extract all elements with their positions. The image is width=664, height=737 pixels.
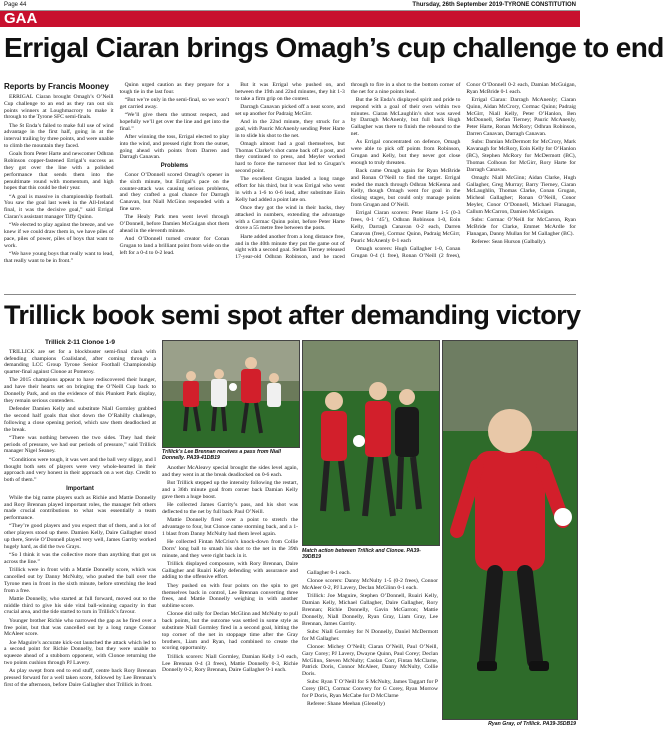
issue-date: Thursday, 26th September 2019-TYRONE CONSTITUTION xyxy=(412,2,576,8)
paragraph: But it was Errigal who pushed on, and between the 19th and 22nd minutes, they hit 1-3 to take a firm grip on the contest. xyxy=(235,82,345,102)
section-banner xyxy=(0,11,580,27)
paragraph: He collected James Garrity’s pass, and his shot was deflected to the net by full back Paul O’Neill. xyxy=(162,501,298,515)
paragraph: After winning the toss, Errigal elected to play into the wind, and pressed right from the outset, going ahead with points from Darren and Darragh Canavan. xyxy=(119,134,230,161)
paragraph: Clonoe scorers: Danny McNulty 1-5 (0-2 frees), Connor McAleer 0-2, PJ Lavery, Declan McGlinn 0-1 each. xyxy=(302,578,438,592)
paragraph: “We elected to play against the breeze, and we knew if we could draw them in, we have piles of pace, piles of power, piles of boys that want to work. xyxy=(4,222,114,249)
paragraph: “So I think it was the collective more than anything that got us across the line.” xyxy=(4,552,156,565)
story2-right-paragraphs xyxy=(302,570,438,708)
page-header xyxy=(0,0,580,11)
paragraph: Quinn urged caution as they prepare for a tough tie in the last four. xyxy=(119,82,230,95)
paragraph: Trillick: Joe Maguire, Stephen O’Donnell, Ruairi Kelly, Damian Kelly, Michael Gallagher, Daire Gallagher, Rory Brennan; Richie Donnelly, Gavin McGarron; Mattie Donnelly, Niall Donnelly, Ryan Gray, Liam Gray, Lee Brennan, James Garrity. xyxy=(302,593,438,627)
paragraph: The excellent Grugan landed a long range effort for his third, but it was Errigal who went in with a 1-6 to 0-6 lead, after substitute Eoin Kelly had added a point late on. xyxy=(235,176,345,203)
photo3-caption: Ryan Gray, of Trillick. PA39-35DB19 xyxy=(488,721,576,727)
paragraph: Errigal Ciaran scorers: Peter Harte 1-5 (0-3 frees, 0-1 ‘45’), Odhran Robinson 1-0, Eoin Kelly, Darragh Canavan 0-2 each, Darren Canavan (free), Cormac Quinn, Padraig McGirr, Pauric McAnenly 0-1 each xyxy=(350,210,461,244)
photo-match-action xyxy=(302,340,440,546)
paragraph: Harte added another from a long distance free, and in the 40th minute they put the game out of sight with a second goal. Stefan Tierney released 17-year-old Odhran Robinson, and he raced through to fire in a shot to the bottom corner of the net for a nine points lead. xyxy=(235,82,461,261)
story1-headline: Errigal Ciaran brings Omagh’s cup challenge to end xyxy=(4,32,664,63)
paragraph: The 2015 champions appear to have rediscovered their hunger, and have their hearts set on bringing the O’Neill Cup back to Donnelly Park, and on the evidence of this Plunkett Park display, they remain serious contenders. xyxy=(4,377,156,404)
paragraph: Mattie Donnelly fired over a point to stretch the advantage to four, but Clonoe came storming back, and a 1-1 blast from Danny McNulty had them level again. xyxy=(162,517,298,537)
paragraph: And O’Donnell turned creator for Conan Grugan to land a brilliant point from wide on the left for a 0-4 to 0-2 lead. xyxy=(119,236,230,256)
page-number: Page 44 xyxy=(4,2,27,8)
story2-right-text xyxy=(302,570,438,735)
paragraph: “We’ll give them the utmost respect, and hopefully we’ll get over the line and get into the final.” xyxy=(119,112,230,132)
paragraph: Goals from Peter Harte and newcomer Odhran Robinson copper-fastened Errigal’s success as they got over the line with a polished performance that sends them into the penultimate round with momentum, and high hopes that this could be their year. xyxy=(4,151,114,192)
paragraph: As Errigal concentrated on defence, Omagh were able to pick off points from Robinson, Grugan and Kelly, but they never got close enough to truly threaten. xyxy=(350,139,461,166)
paragraph: As play swept from end to end stuff, centre back Rory Brennan pressed forward for a well taken score, followed by Lee Brennan’s first of the afternoon, before Daire Gallagher shot Trillick in front. xyxy=(4,668,156,688)
paragraph: “We have young boys that really want to lead, that really want to be in front.” xyxy=(4,251,114,264)
subhead: Problems xyxy=(160,163,189,170)
subhead: Important xyxy=(66,485,94,492)
ryan-gray-image xyxy=(443,341,577,719)
paragraph: The St Enda’s failed to make full use of wind advantage in the first half, going in at the interval trailing by three points, and were unable to climb the mountain they faced. xyxy=(4,122,114,150)
photo-ryan-gray xyxy=(442,340,578,720)
paragraph: “They’re good players and you expect that of them, and a lot of other players stood up there. Damien Kelly, Daire Gallagher stood up there, Stevie O’Donnell played very well, James Garrity worked hugely hard, as did the two Grays. xyxy=(4,523,156,550)
paragraph: Joe Maguire’s accurate kick-out launched the attack which led to a second point for Richie Donnelly, but they were unable to squeeze ahead of a stubborn opponent, with Clonoe returning the two points cushion through PJ Lavery. xyxy=(4,639,156,667)
paragraph: Omagh: Niall McGinn; Aidan Clarke, Hugh Gallagher, Greg Murray; Barry Tierney, Ciaran McLaughlin, Thomas Clarke, Conan Grugan, Micheal Gallagher; Ronan O’Neill, Conor Meyler, Conor O’Donnell, Michael Flanagan, Callum McCarron, Damien McGuigan. xyxy=(466,174,576,215)
paragraph: The Healy Park men went level through O’Donnell, before Damien McGuigan shot them ahead in the eleventh minute. xyxy=(119,214,230,234)
story1-paragraphs xyxy=(4,82,576,265)
paragraph: Once they got the wind in their backs, they attacked in numbers, extending the advantage with a Cormac Quinn point, before Peter Harte drove a 55 metre free between the posts. xyxy=(235,205,345,232)
story2-middle-column xyxy=(162,465,298,735)
paragraph: Darragh Canavan picked off a neat score, and set up another for Padraig McGirr. xyxy=(235,103,345,117)
story2-middle-paragraphs xyxy=(162,465,298,674)
photo1-caption: Trillick’s Lee Brennan receives a pass from Niall Donnelly. PA39-41DB19 xyxy=(162,449,281,462)
paragraph: Omagh almost had a goal themselves, but Thomas Clarke’s shot came back off a post, and they continued to press, and Meyler worked hard to force the turnover that led to Grugan’s second point. xyxy=(235,140,345,175)
paragraph: While the big name players such as Richie and Mattie Donnelly and Rory Brennan played important roles, the manager felt others made crucial contributions to what was essentially a team performance. xyxy=(4,494,156,522)
match-result: Trillick 2-11 Clonoe 1-9 xyxy=(44,339,116,346)
paragraph: Subs: Cormac O’Neill for McCarron, Ryan McBride for Clarke, Emmet McArdle for Flanagan, Danny Mullan for M Gallagher (BC). xyxy=(466,217,576,237)
section-label: GAA xyxy=(4,10,38,27)
paragraph: He collected Fintan McCrisn’s knock-down from Collie Dorrs’ long ball to smash his shot to the net in the 39th minute, and they were right back in it. xyxy=(162,538,298,559)
paragraph: Referee: Sean Hurson (Galbally). xyxy=(471,239,547,246)
paragraph: And in the 22nd minute, they struck for a goal, with Pauric McAnenly sending Peter Harte in to slide his shot to the net. xyxy=(235,118,345,139)
match-action-image xyxy=(303,341,439,545)
story1-byline: Reports by Francis Mooney xyxy=(4,82,109,91)
photo-lee-brennan xyxy=(162,340,300,448)
paragraph: Trillick were in front with a Mattie Donnelly score, which was cancelled out by Danny McNulty, who pushed the ball over the Tyrone men in front in the sixth minute, before stretching the lead from a free. xyxy=(4,567,156,594)
paragraph: Subs: Damian McDermott for McCrory, Mark Kavanagh for McRory, Eoin Kelly for O’Hanlon (BC), Stephen McRory for McDermott (BC), Thomas Colhoun for McGirr, Rory Harte for Darragh Canavan. xyxy=(466,139,576,173)
paragraph: “But we’re only in the semi-final, so we won’t get carried away. xyxy=(119,97,230,110)
paragraph: Back came Omagh again for Ryan McBride and Ronan O’Neill to find the target. Errigal ended the match through Odhran McKenna and Kelly, though Omagh went for goal in the closing stages, but could only manage points from Grugan and O’Neill. xyxy=(350,168,461,209)
paragraph: Gallagher 0-1 each. xyxy=(307,570,351,576)
paragraph: Subs: Ryan T O’Neill for S McNulty, James Taggart for P Corey (BC), Cormac Convery for G Corey, Ryan Morrow for P Doris, Ryan McCabe for D McClarne xyxy=(302,679,438,700)
paragraph: Mattie Donnelly, who started at full forward, moved out to the middle third to give his side vital ball-winning capacity in that crucial area, and the tide started to turn in Trillick’s favour. xyxy=(4,595,156,616)
story2-left-paragraphs xyxy=(4,349,156,689)
story2-left-column xyxy=(4,340,156,732)
section-divider xyxy=(4,294,576,295)
paragraph: Omagh scorers: Hugh Gallagher 1-0, Conan Grugan 0-4 (1 free), Ronan O’Neill (2 frees), Conor O’Donnell 0-2 each, Damian McGuigan, Ryan McBride 0-1 each. xyxy=(350,82,576,259)
paragraph: Conor O’Donnell scored Omagh’s opener in the sixth minute, but Errigal’s pace on the counter-attack was causing serious problems, and they crafted a goal chance for Darragh Canavan, but Niall McGinn responded with a fine save. xyxy=(119,172,230,213)
paragraph: Defender Damien Kelly and substitute Niall Gormley grabbed the second half goals that shot down the O’Rahilly challenge, following a close opening period, which saw them deadlocked at the break. xyxy=(4,406,156,433)
paragraph: “Conditions were tough, it was wet and the ball very slippy, and I thought both sets of players were very whole-hearted in their approach and very honest in their approach on a wet day. Credit to both of them.” xyxy=(4,456,156,484)
paragraph: Subs: Niall Gormley for N Donnelly, Daniel McDermott for M Gallagher. xyxy=(302,628,438,642)
football-action-image xyxy=(163,341,299,447)
paragraph: Errigal Ciaran: Darragh McAnenly; Ciaran Quinn, Aidan McCrory, Cormac Quinn; Padraig McGirr, Niall Kelly, Peter O’Hanlon, Ben McDonnell, Stefan Tierney; Pauric McAnenly, Peter Harte, Ronan McRory; Odhran Robinson, Darren Canavan, Darragh Canavan. xyxy=(466,97,576,138)
paragraph: ERRIGAL Ciaran brought Omagh’s O’Neill Cup challenge to an end as they ran out six points winners at Loughmacrory to make it through to the Tyrone SFC semi-finals. xyxy=(4,94,114,121)
paragraph: Clonoe: Michey O’Neill; Ciaran O’Neill, Paul O’Neill, Gary Corey; PJ Lavery, Dwayne Quinn, Paul Corey; Declan McGlinn, Steven McNulty; Caolan Corr, Fintan McClarne, Patrick Doris, Connor McAleer, Danny McNulty, Collie Doris. xyxy=(302,643,438,678)
photo2-caption: Match action between Trillick and Clonoe. PA39-39DB19 xyxy=(302,548,421,561)
paragraph: But Trillick stepped up the intensity following the restart, and a 36th minute goal from corner back Damian Kelly gave them a huge boost. xyxy=(162,480,298,500)
paragraph: Trillick scorers: Niall Gormley, Damian Kelly 1-0 each, Lee Brennan 0-4 (3 frees), Mattie Donnelly 0-3, Richie Donnelly 0-2, Rory Brennan, Daire Gallagher 0-1 each. xyxy=(162,653,298,674)
paragraph: “A goal is massive in championship football. You saw the goal last week in the All-Ireland final, it was the decisive goal,” said Errigal Ciaran’s assistant manager Tiffy Quinn. xyxy=(4,193,114,221)
paragraph: TRILLICK are set for a blockbuster semi-final clash with defending champions Coalisland, after coming through a demanding LCC Group Tyrone Senior Football Championship quarter-final against Clonoe at Pomeroy. xyxy=(4,348,156,376)
paragraph: Referee: Shane Meehan (Glenelly) xyxy=(307,701,385,708)
paragraph: They pushed on with four points on the spin to get themselves back in control, Lee Brennan converting three frees, and Mattie Donnelly weighing in with another sublime score. xyxy=(162,582,298,610)
paragraph: Younger brother Richie who narrowed the gap as he fired over a free point, but that was cancelled out by a long range Connor McAleer score. xyxy=(4,617,156,638)
story2-headline: Trillick book semi spot after demanding victory xyxy=(4,300,581,330)
story1-body xyxy=(4,82,576,290)
paragraph: Clonoe did rally for Declan McGlinn and McNulty to pull back points, but the outcome was settled in some style as substitute Niall Gormley fired in a second goal, hitting the top corner of the net in stoppage time after the Gray brothers, Liam and Ryan, had combined to create the scoring opportunity. xyxy=(162,611,298,652)
paragraph: Another McAleavy special brought the sides level again, and they went in at the break deadlocked on 0-6 each. xyxy=(162,465,298,478)
paragraph: But the St Enda’s displayed spirit and pride to respond with a goal of their own within two minutes. Ciaran McLaughlin’s shot was saved by Darragh McAnenly, but full back Hugh Gallagher was there to finish the rebound to the net. xyxy=(350,97,461,138)
paragraph: Trillick displayed composure, with Rory Brennan, Daire Gallagher and Ruairí Kelly defending with assurance and adding to the offensive effort. xyxy=(162,560,298,581)
paragraph: “There was nothing between the two sides. They had their periods of pressure, we had our periods of pressure,” said Trillick manager Nigel Seaney. xyxy=(4,434,156,455)
